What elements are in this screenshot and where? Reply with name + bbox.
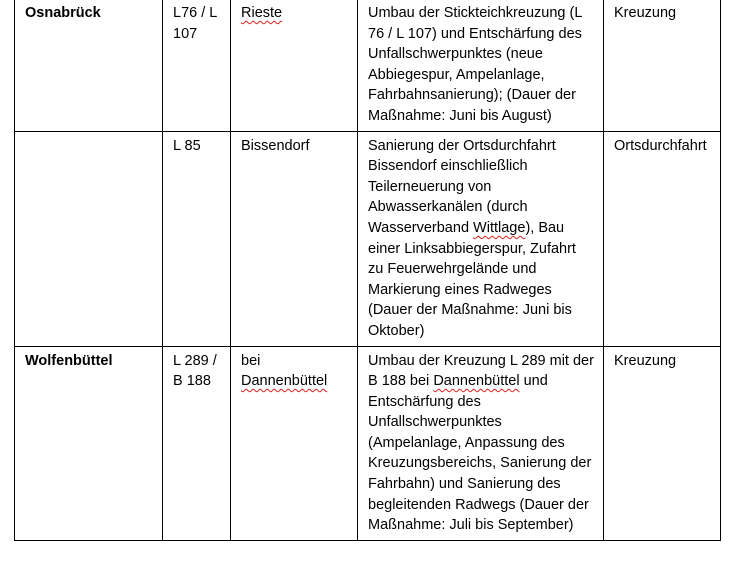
table-row (15, 131, 721, 346)
district-name: Osnabrück (25, 5, 101, 21)
measure-description-part: Umbau der Kreuzung L 289 mit der B 188 bei (368, 352, 594, 390)
road-number: L76 / L 107 (173, 5, 218, 42)
road-cell (163, 346, 231, 540)
measure-type: Ortsdurchfahrt (614, 137, 707, 154)
district-name: Wolfenbüttel (25, 352, 113, 369)
description-cell (358, 346, 604, 540)
location-name: Rieste (241, 5, 283, 21)
table-row (15, 0, 721, 131)
measures-table (14, 0, 721, 541)
measure-description-part: und Entschärfung des Unfallschwerpunktes (Ampelanlage, Anpassung des Kreuzungsbereichs, Sanierung der Fahrbahn) und Sanierung des begleitenden Radwegs (Dauer der Maßnahme: Juli bis September) (368, 373, 592, 534)
description-cell (358, 0, 604, 131)
measure-type: Kreuzung (614, 5, 677, 21)
type-cell (604, 0, 721, 131)
spellcheck-marked-word: Dannenbüttel (433, 373, 520, 390)
district-cell (15, 346, 163, 540)
road-cell (163, 0, 231, 131)
location-cell (231, 346, 358, 540)
location-prefix: bei (241, 352, 261, 369)
spellcheck-marked-word: Wittlage (473, 219, 526, 236)
location-cell (231, 0, 358, 131)
location-cell (231, 131, 358, 346)
measure-type: Kreuzung (614, 352, 677, 369)
measure-description: Umbau der Stickteichkreuzung (L 76 / L 107) und Entschärfung des Unfallschwerpunktes (neue Abbiegespur, Ampelanlage, Fahrbahnsanierung); (Dauer der Maßnahme: Juni bis August) (368, 5, 582, 124)
table-row (15, 346, 721, 540)
road-number: L 85 (173, 137, 201, 154)
location-name: Bissendorf (241, 137, 310, 154)
measure-description-part: ), Bau einer Linksabbiegerspur, Zufahrt zu Feuerwehrgelände und Markierung eines Radweges (Dauer der Maßnahme: Juni bis Oktober) (368, 219, 576, 339)
district-cell (15, 131, 163, 346)
road-number: L 289 / B 188 (173, 352, 217, 390)
type-cell (604, 346, 721, 540)
description-cell (358, 131, 604, 346)
type-cell (604, 131, 721, 346)
road-cell (163, 131, 231, 346)
location-name: Dannenbüttel (241, 373, 328, 390)
district-cell (15, 0, 163, 131)
measure-description-part: Sanierung der Ortsdurchfahrt Bissendorf einschließlich Teilerneuerung von Abwasserkanälen (durch Wasserverband (368, 137, 556, 236)
